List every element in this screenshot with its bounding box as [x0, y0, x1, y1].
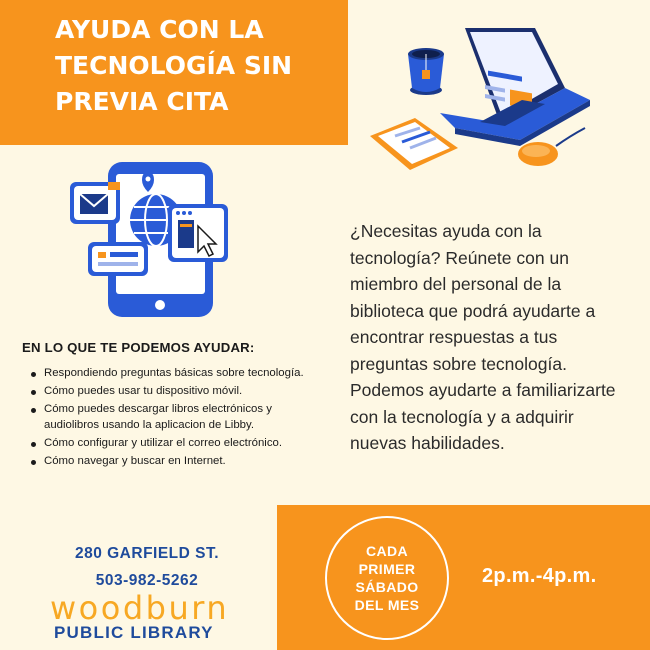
title-banner — [0, 0, 348, 145]
address: 280 GARFIELD ST. — [74, 545, 220, 562]
logo-wordmark: woodburn — [50, 589, 230, 627]
list-item: Respondiendo preguntas básicas sobre tecnología. — [30, 366, 315, 382]
list-item: Cómo puedes descargar libros electrónicos y audiolibros usando la aplicacion de Libby. — [30, 402, 315, 434]
library-logo — [50, 589, 260, 643]
intro-paragraph: ¿Necesitas ayuda con la tecnología? Reúnete con un miembro del personal de la biblioteca que podrá ayudarte a encontrar respuestas a tus preguntas sobre tecnología. Podemos ayudarte a familiarizarte con la tecnología y a adquirir nuevas habilidades. — [350, 221, 616, 453]
list-item: Cómo puedes usar tu dispositivo móvil. — [30, 384, 315, 400]
schedule-when: CADA PRIMER SÁBADO DEL MES — [354, 543, 420, 613]
smartphone-illustration-icon — [68, 160, 253, 320]
help-list — [30, 366, 315, 472]
schedule-hours: 2p.m.-4p.m. — [482, 565, 597, 587]
logo-subtitle: PUBLIC LIBRARY — [54, 623, 214, 642]
laptop-illustration-icon — [360, 18, 620, 178]
help-heading: EN LO QUE TE PODEMOS AYUDAR: — [22, 340, 255, 355]
schedule-banner — [277, 505, 650, 650]
page-title: AYUDA CON LA TECNOLOGÍA SIN PREVIA CITA — [55, 15, 293, 116]
list-item: Cómo configurar y utilizar el correo electrónico. — [30, 436, 315, 452]
phone-number: 503-982-5262 — [95, 572, 199, 589]
schedule-circle — [325, 516, 449, 640]
list-item: Cómo navegar y buscar en Internet. — [30, 454, 315, 470]
